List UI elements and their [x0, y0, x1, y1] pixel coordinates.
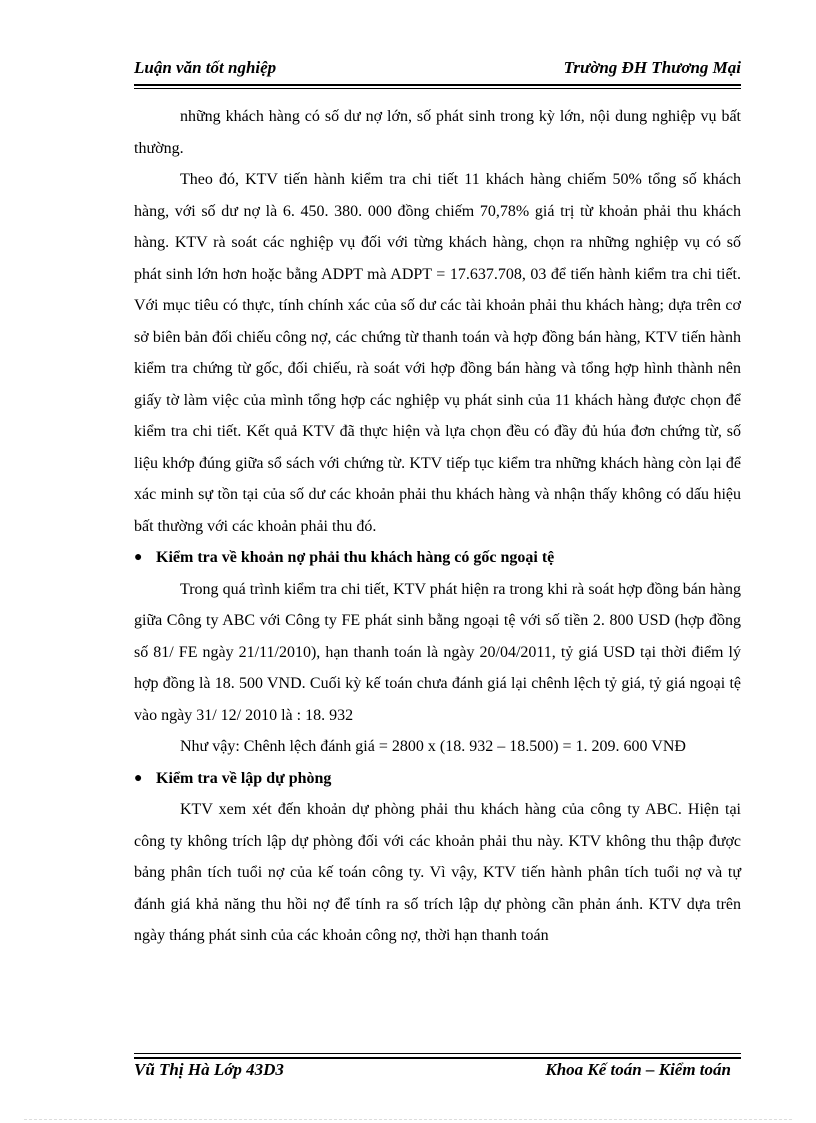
paragraph-detailed-testing: Theo đó, KTV tiến hành kiểm tra chi tiết 11 khách hàng chiếm 50% tổng số khách hàng, với số dư nợ là 6. 450. 380. 000 đồng chiếm 70,78% giá trị từ khoản phải thu khách hàng. KTV rà soát các nghiệp vụ đối với từng khách hàng, chọn ra những nghiệp vụ có số phát sinh lớn hơn hoặc bằng ADPT mà ADPT = 17.637.708, 03 để tiến hành kiểm tra chi tiết. Với mục tiêu có thực, tính chính xác của số dư các tài khoản phải thu khách hàng; dựa trên cơ sở biên bản đối chiếu công nợ, các chứng từ thanh toán và hợp đồng bán hàng, KTV tiến hành kiểm tra chứng từ gốc, đối chiếu, rà soát với hợp đồng bán hàng và tổng hợp hình thành nên giấy tờ làm việc của mình tổng hợp các nghiệp vụ phát sinh của 11 khách hàng được chọn để kiểm tra chi tiết. Kết quả KTV đã thực hiện và lựa chọn đều có đầy đủ húa đơn chứng từ, số liệu khớp đúng giữa sổ sách với chứng từ. KTV tiếp tục kiểm tra những khách hàng còn lại để xác minh sự tồn tại của số dư các khoản phải thu khách hàng và nhận thấy không có dấu hiệu bất thường với các khoản phải thu đó.: [134, 171, 741, 535]
bullet-icon: ●: [134, 550, 143, 565]
bullet-heading-text: Kiểm tra về lập dự phòng: [156, 769, 332, 787]
footer-rule-thick: [134, 1057, 741, 1059]
footer-author: Vũ Thị Hà Lớp 43D3: [134, 1060, 284, 1079]
page-edge-divider: [24, 1119, 792, 1120]
paragraph-provision: KTV xem xét đến khoản dự phòng phải thu khách hàng của công ty ABC. Hiện tại công ty không trích lập dự phòng đối với các khoản phải thu này. KTV không thu thập được bảng phân tích tuổi nợ của kế toán công ty. Vì vậy, KTV tiến hành phân tích tuổi nợ và tự đánh giá khả năng thu hồi nợ để tính ra số trích lập dự phòng cần phản ánh. KTV dựa trên ngày tháng phát sinh của các khoản công nợ, thời hạn thanh toán: [134, 801, 741, 944]
footer-rule-thin: [134, 1053, 741, 1054]
bullet-heading-foreign-currency: [134, 542, 741, 574]
paragraph-foreign-currency: Trong quá trình kiểm tra chi tiết, KTV phát hiện ra trong khi rà soát hợp đồng bán hàng giữa Công ty ABC với Công ty FE phát sinh bằng ngoại tệ với số tiền 2. 800 USD (hợp đồng số 81/ FE ngày 21/11/2010), hạn thanh toán là ngày 20/04/2011, tỷ giá USD tại thời điểm lý hợp đồng là 18. 500 VND. Cuối kỳ kế toán chưa đánh giá lại chênh lệch tỷ giá, tỷ giá ngoại tệ vào ngày 31/ 12/ 2010 là : 18. 932: [134, 580, 741, 724]
header-university: Trường ĐH Thương Mại: [563, 58, 741, 77]
bullet-icon: ●: [134, 770, 143, 786]
bullet-heading-provision: [134, 763, 741, 795]
bullet-heading-text: Kiểm tra về khoản nợ phải thu khách hàng có gốc ngoại tệ: [156, 549, 555, 566]
paragraph-continuation: những khách hàng có số dư nợ lớn, số phát sinh trong kỳ lớn, nội dung nghiệp vụ bất thường.: [134, 108, 741, 157]
header-rule-thin: [134, 88, 741, 89]
header-rule-thick: [134, 84, 741, 86]
page-footer: [134, 1060, 741, 1084]
footer-department: Khoa Kế toán – Kiểm toán: [545, 1060, 731, 1079]
page-body: [134, 101, 741, 952]
paragraph-exchange-difference: Như vậy: Chênh lệch đánh giá = 2800 x (18. 932 – 18.500) = 1. 209. 600 VNĐ: [180, 738, 686, 755]
page-header: [134, 58, 741, 82]
header-thesis-title: Luận văn tốt nghiệp: [134, 58, 277, 77]
